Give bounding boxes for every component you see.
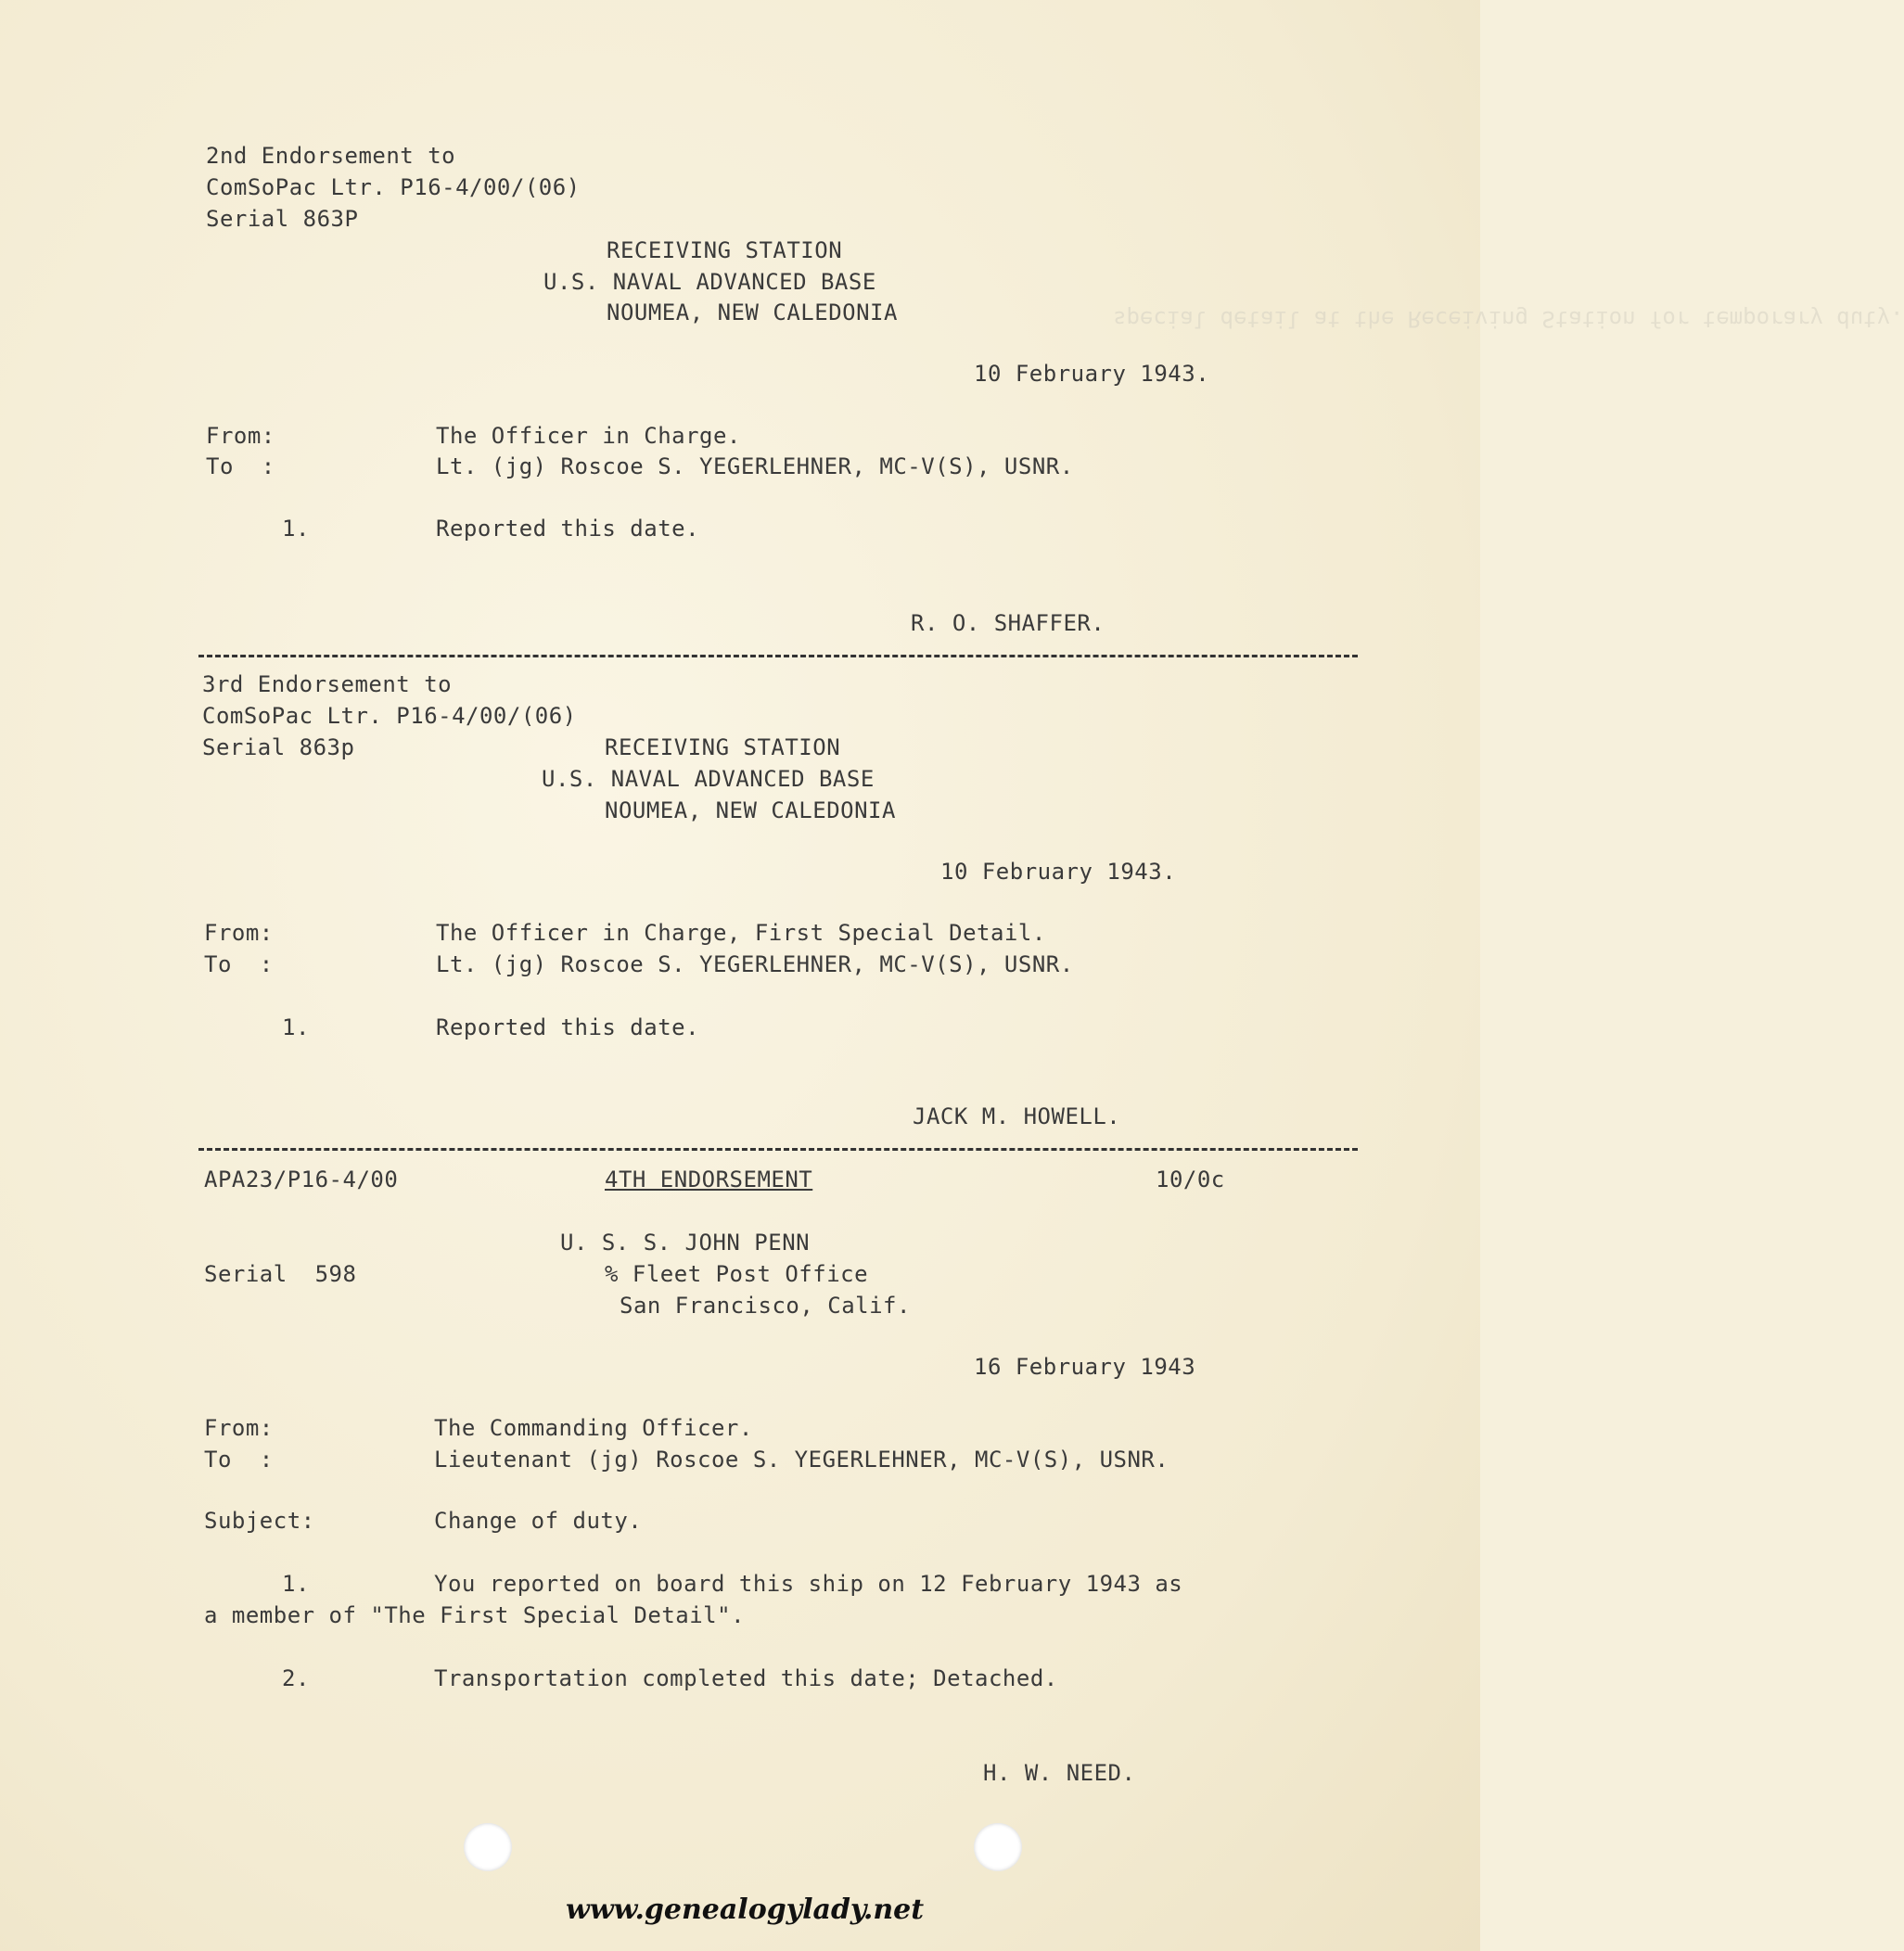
- endorsement2-ref-line3: Serial 863P: [206, 206, 359, 232]
- endorsement3-station-line2: U.S. NAVAL ADVANCED BASE: [542, 766, 875, 792]
- endorsement3-date: 10 February 1943.: [940, 859, 1177, 885]
- endorsement2-to-label: To :: [206, 453, 275, 479]
- endorsement4-to-value: Lieutenant (jg) Roscoe S. YEGERLEHNER, MC-V(S), USNR.: [434, 1447, 1169, 1473]
- endorsement3-from-value: The Officer in Charge, First Special Detail.: [436, 920, 1046, 946]
- endorsement4-ship-name: U. S. S. JOHN PENN: [560, 1230, 811, 1256]
- endorsement4-address-line1: % Fleet Post Office: [605, 1261, 869, 1287]
- endorsement3-ref-line3: Serial 863p: [202, 734, 355, 760]
- endorsement2-date: 10 February 1943.: [974, 361, 1210, 387]
- endorsement2-to-value: Lt. (jg) Roscoe S. YEGERLEHNER, MC-V(S), USNR.: [436, 453, 1074, 479]
- endorsement2-from-value: The Officer in Charge.: [436, 423, 741, 449]
- bleed-through-text: special detail at the Receiving Station for temporary duty.: [1113, 306, 1904, 332]
- endorsement2-from-label: From:: [206, 423, 275, 449]
- endorsement4-subject-label: Subject:: [204, 1508, 315, 1534]
- endorsement4-code: 10/0c: [1156, 1167, 1225, 1192]
- punch-hole-left: [464, 1823, 512, 1871]
- punch-hole-right: [974, 1823, 1022, 1871]
- endorsement3-from-label: From:: [204, 920, 274, 946]
- endorsement3-paragraph-text: Reported this date.: [436, 1014, 700, 1040]
- endorsement2-paragraph-text: Reported this date.: [436, 516, 700, 542]
- section-divider: [198, 655, 1358, 657]
- endorsement4-from-value: The Commanding Officer.: [434, 1415, 753, 1441]
- endorsement4-address-line2: San Francisco, Calif.: [620, 1293, 911, 1319]
- website-watermark: www.genealogylady.net: [566, 1894, 925, 1926]
- endorsement3-paragraph-number: 1.: [282, 1014, 310, 1040]
- endorsement4-paragraph2-number: 2.: [282, 1665, 310, 1691]
- endorsement3-signature: JACK M. HOWELL.: [913, 1103, 1121, 1129]
- endorsement2-station-line1: RECEIVING STATION: [607, 237, 843, 263]
- endorsement4-signature: H. W. NEED.: [983, 1760, 1136, 1786]
- endorsement4-serial: Serial 598: [204, 1261, 357, 1287]
- endorsement2-station-line2: U.S. NAVAL ADVANCED BASE: [543, 269, 876, 295]
- endorsement3-to-label: To :: [204, 951, 274, 977]
- endorsement3-station-line1: RECEIVING STATION: [605, 734, 841, 760]
- endorsement3-ref-line1: 3rd Endorsement to: [202, 671, 453, 697]
- endorsement3-ref-line2: ComSoPac Ltr. P16-4/00/(06): [202, 703, 577, 729]
- endorsement2-station-line3: NOUMEA, NEW CALEDONIA: [607, 300, 898, 325]
- endorsement4-file-reference: APA23/P16-4/00: [204, 1167, 399, 1192]
- endorsement4-title: 4TH ENDORSEMENT: [605, 1167, 813, 1192]
- endorsement4-paragraph1-line1: You reported on board this ship on 12 February 1943 as: [434, 1571, 1183, 1597]
- endorsement4-subject-value: Change of duty.: [434, 1508, 643, 1534]
- section-divider: [198, 1148, 1358, 1151]
- endorsement4-paragraph1-line2: a member of "The First Special Detail".: [204, 1602, 746, 1628]
- endorsement2-signature: R. O. SHAFFER.: [911, 610, 1105, 636]
- endorsement4-from-label: From:: [204, 1415, 274, 1441]
- endorsement2-paragraph-number: 1.: [282, 516, 310, 542]
- endorsement2-ref-line1: 2nd Endorsement to: [206, 143, 456, 169]
- endorsement3-station-line3: NOUMEA, NEW CALEDONIA: [605, 797, 896, 823]
- endorsement4-date: 16 February 1943: [974, 1354, 1196, 1380]
- endorsement4-paragraph2-text: Transportation completed this date; Detached.: [434, 1665, 1058, 1691]
- endorsement2-ref-line2: ComSoPac Ltr. P16-4/00/(06): [206, 174, 581, 200]
- endorsement4-to-label: To :: [204, 1447, 274, 1473]
- endorsement4-paragraph1-number: 1.: [282, 1571, 310, 1597]
- endorsement3-to-value: Lt. (jg) Roscoe S. YEGERLEHNER, MC-V(S), USNR.: [436, 951, 1074, 977]
